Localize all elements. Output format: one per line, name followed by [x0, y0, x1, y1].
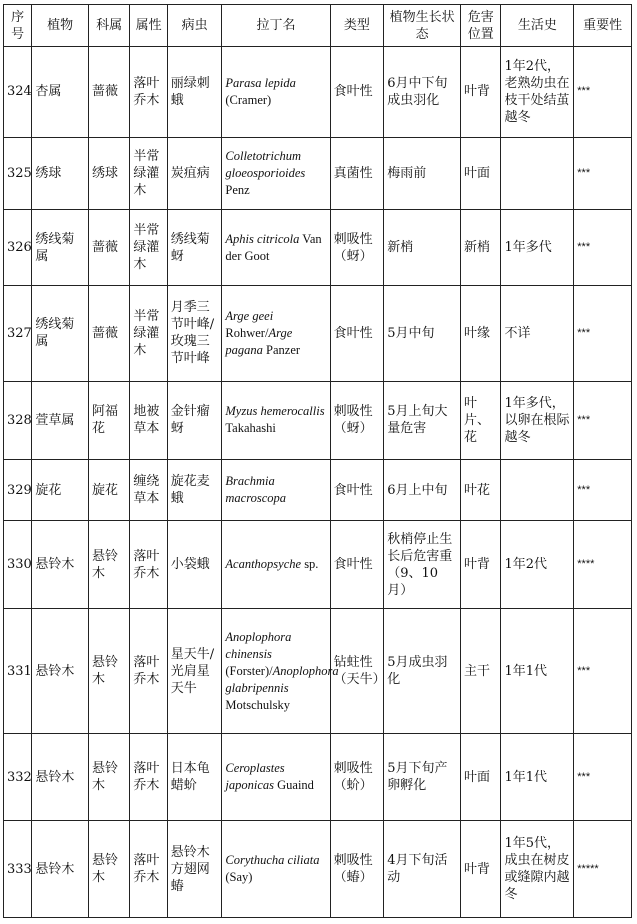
growth-state-cell: 秋梢停止生长后危害重（9、10月） — [384, 520, 461, 609]
family-cell: 阿福花 — [88, 381, 129, 460]
latin-name-cell — [222, 460, 330, 520]
row-number-cell: 326 — [4, 210, 32, 286]
plant-attribute-cell: 落叶乔木 — [130, 520, 167, 609]
family-cell: 悬铃木 — [88, 609, 129, 734]
plant-cell: 绣球 — [32, 137, 89, 210]
row-number-cell: 330 — [4, 520, 32, 609]
column-header-pest-name: 病虫 — [167, 5, 222, 47]
table-row — [4, 821, 632, 918]
family-cell: 悬铃木 — [88, 821, 129, 918]
latin-name-italic: Acanthopsyche — [225, 557, 302, 572]
family-cell: 悬铃木 — [88, 520, 129, 609]
latin-name-cell — [222, 285, 330, 381]
life-history-cell: 1年多代 — [501, 210, 574, 286]
damage-position-cell: 叶背 — [461, 821, 501, 918]
pest-type-cell: 刺吸性（蚜） — [330, 381, 384, 460]
latin-name-author: Penz — [225, 183, 250, 197]
pest-type-cell: 钻蛀性（天牛） — [330, 609, 384, 734]
damage-position-cell: 主干 — [461, 609, 501, 734]
latin-name-italic: Brachmia macroscopa — [225, 474, 287, 506]
plant-attribute-cell: 半常绿灌木 — [130, 210, 167, 286]
growth-state-cell: 5月上旬大量危害 — [384, 381, 461, 460]
column-header-growth-state: 植物生长状态 — [384, 5, 461, 47]
latin-name-italic: Anoplophora glabripennis — [225, 663, 339, 695]
plant-cell: 旋花 — [32, 460, 89, 520]
pest-table — [3, 4, 632, 918]
plant-attribute-cell: 半常绿灌木 — [130, 137, 167, 210]
pest-type-cell: 食叶性 — [330, 285, 384, 381]
column-header-latin-name: 拉丁名 — [222, 5, 330, 47]
latin-name-cell — [222, 609, 339, 734]
plant-attribute-cell: 缠绕草本 — [130, 460, 167, 520]
life-history-cell — [501, 460, 574, 520]
growth-state-cell: 4月下旬活动 — [384, 821, 461, 918]
latin-name-italic: Arge geei — [225, 308, 274, 323]
latin-name-italic: Myzus hemerocallis — [225, 404, 325, 419]
damage-position-cell: 叶缘 — [461, 285, 501, 381]
pest-type-cell: 食叶性 — [330, 47, 384, 138]
latin-name-cell — [222, 734, 330, 821]
column-header-pest-type: 类型 — [330, 5, 384, 47]
latin-name-author: Rohwer/ — [225, 325, 269, 340]
column-header-family: 科属 — [88, 5, 129, 47]
row-number-cell: 333 — [4, 821, 32, 918]
latin-name-italic: Anoplophora chinensis — [225, 629, 292, 661]
row-number-cell: 324 — [4, 47, 32, 138]
pest-name-cell: 星天牛/光肩星天牛 — [167, 609, 222, 734]
life-history-cell: 1年2代，老熟幼虫在枝干处结茧越冬 — [501, 47, 574, 138]
plant-cell: 绣线菊属 — [32, 210, 89, 286]
row-number-cell: 328 — [4, 381, 32, 460]
pest-type-cell: 刺吸性（蚧） — [330, 734, 384, 821]
damage-position-cell: 新梢 — [461, 210, 501, 286]
row-number-cell: 332 — [4, 734, 32, 821]
row-number-cell: 327 — [4, 285, 32, 381]
table-header-row — [4, 5, 632, 47]
pest-type-cell: 食叶性 — [330, 460, 384, 520]
importance-cell: *** — [574, 137, 632, 210]
latin-name-author: (Forster)/ — [225, 663, 273, 678]
plant-cell: 悬铃木 — [32, 734, 89, 821]
damage-position-cell: 叶背 — [461, 47, 501, 138]
life-history-cell: 1年5代，成虫在树皮或缝隙内越冬 — [501, 821, 574, 918]
importance-cell: *** — [574, 381, 632, 460]
growth-state-cell: 5月下旬产卵孵化 — [384, 734, 461, 821]
latin-name-author: Takahashi — [225, 421, 276, 436]
table-row — [4, 137, 632, 210]
latin-name-italic: Arge pagana — [225, 325, 293, 357]
plant-cell: 悬铃木 — [32, 520, 89, 609]
growth-state-cell: 新梢 — [384, 210, 461, 286]
importance-cell: *** — [574, 734, 632, 821]
column-header-plant: 植物 — [32, 5, 89, 47]
damage-position-cell: 叶片、花 — [461, 381, 501, 460]
importance-cell: *** — [574, 47, 632, 138]
pest-name-cell: 小袋蛾 — [167, 520, 222, 609]
latin-name-cell — [222, 47, 330, 138]
latin-name-author: Van der Goot — [225, 231, 322, 263]
pest-name-cell: 日本龟蜡蚧 — [167, 734, 222, 821]
damage-position-cell: 叶面 — [461, 734, 501, 821]
table-row — [4, 285, 632, 381]
table-row — [4, 210, 632, 286]
latin-name-cell — [222, 137, 330, 210]
plant-attribute-cell: 落叶乔木 — [130, 821, 167, 918]
life-history-cell: 1年1代 — [501, 609, 574, 734]
family-cell: 蔷薇 — [88, 210, 129, 286]
latin-name-author: Motschulsky — [225, 697, 290, 712]
plant-attribute-cell: 落叶乔木 — [130, 47, 167, 138]
life-history-cell: 1年多代，以卵在根际越冬 — [501, 381, 574, 460]
table-row — [4, 520, 632, 609]
growth-state-cell: 6月上中旬 — [384, 460, 461, 520]
importance-cell: **** — [574, 520, 632, 609]
latin-name-cell — [222, 520, 330, 609]
family-cell: 悬铃木 — [88, 734, 129, 821]
table-row — [4, 47, 632, 138]
row-number-cell: 329 — [4, 460, 32, 520]
plant-attribute-cell: 落叶乔木 — [130, 609, 167, 734]
table-row — [4, 381, 632, 460]
pest-type-cell: 食叶性 — [330, 520, 384, 609]
plant-cell: 绣线菊属 — [32, 285, 89, 381]
row-number-cell: 331 — [4, 609, 32, 734]
growth-state-cell: 5月成虫羽化 — [384, 609, 461, 734]
plant-cell: 萱草属 — [32, 381, 89, 460]
table-row — [4, 609, 632, 734]
latin-name-italic: Corythucha ciliata — [225, 853, 320, 868]
pest-name-cell: 绣线菊蚜 — [167, 210, 222, 286]
life-history-cell: 1年2代 — [501, 520, 574, 609]
column-header-plant-attribute: 属性 — [130, 5, 167, 47]
growth-state-cell: 梅雨前 — [384, 137, 461, 210]
damage-position-cell: 叶背 — [461, 520, 501, 609]
column-header-damage-position: 危害位置 — [461, 5, 501, 47]
pest-name-cell: 金针瘤蚜 — [167, 381, 222, 460]
pest-name-cell: 悬铃木方翅网蝽 — [167, 821, 222, 918]
latin-name-italic: Parasa lepida — [225, 75, 296, 90]
latin-name-italic: Ceroplastes japonicas — [225, 761, 285, 793]
latin-name-author: sp. — [301, 557, 319, 572]
column-header-row-number: 序号 — [4, 5, 32, 47]
latin-name-cell — [222, 210, 330, 286]
life-history-cell: 1年1代 — [501, 734, 574, 821]
growth-state-cell: 5月中旬 — [384, 285, 461, 381]
damage-position-cell: 叶花 — [461, 460, 501, 520]
plant-attribute-cell: 地被草本 — [130, 381, 167, 460]
family-cell: 绣球 — [88, 137, 129, 210]
latin-name-italic: Colletotrichum gloeosporioides — [225, 149, 306, 180]
plant-attribute-cell: 落叶乔木 — [130, 734, 167, 821]
plant-cell: 悬铃木 — [32, 609, 89, 734]
plant-attribute-cell: 半常绿灌木 — [130, 285, 167, 381]
latin-name-cell — [222, 381, 330, 460]
damage-position-cell: 叶面 — [461, 137, 501, 210]
pest-name-cell: 月季三节叶峰/玫瑰三节叶峰 — [167, 285, 222, 381]
plant-cell: 杏属 — [32, 47, 89, 138]
latin-name-cell — [222, 821, 330, 918]
latin-name-italic: Aphis citricola — [225, 231, 300, 246]
table-row — [4, 734, 632, 821]
row-number-cell: 325 — [4, 137, 32, 210]
importance-cell: *** — [574, 285, 632, 381]
column-header-importance: 重要性 — [574, 5, 632, 47]
growth-state-cell: 6月中下旬成虫羽化 — [384, 47, 461, 138]
pest-name-cell: 旋花麦蛾 — [167, 460, 222, 520]
family-cell: 蔷薇 — [88, 285, 129, 381]
family-cell: 蔷薇 — [88, 47, 129, 138]
importance-cell: *** — [574, 210, 632, 286]
family-cell: 旋花 — [88, 460, 129, 520]
table-row — [4, 460, 632, 520]
importance-cell: ***** — [574, 821, 632, 918]
importance-cell: *** — [574, 609, 632, 734]
column-header-life-history: 生活史 — [501, 5, 574, 47]
pest-type-cell: 真菌性 — [330, 137, 384, 210]
pest-type-cell: 刺吸性（蚜） — [330, 210, 384, 286]
pest-name-cell: 丽绿刺蛾 — [167, 47, 222, 138]
life-history-cell — [501, 137, 574, 210]
latin-name-author: Panzer — [262, 342, 301, 357]
importance-cell: *** — [574, 460, 632, 520]
life-history-cell: 不详 — [501, 285, 574, 381]
pest-name-cell: 炭疽病 — [167, 137, 222, 210]
latin-name-author: (Say) — [225, 870, 253, 885]
pest-type-cell: 刺吸性（蝽） — [330, 821, 384, 918]
latin-name-author: (Cramer) — [225, 92, 272, 107]
latin-name-author: Guaind — [274, 778, 314, 793]
plant-cell: 悬铃木 — [32, 821, 89, 918]
